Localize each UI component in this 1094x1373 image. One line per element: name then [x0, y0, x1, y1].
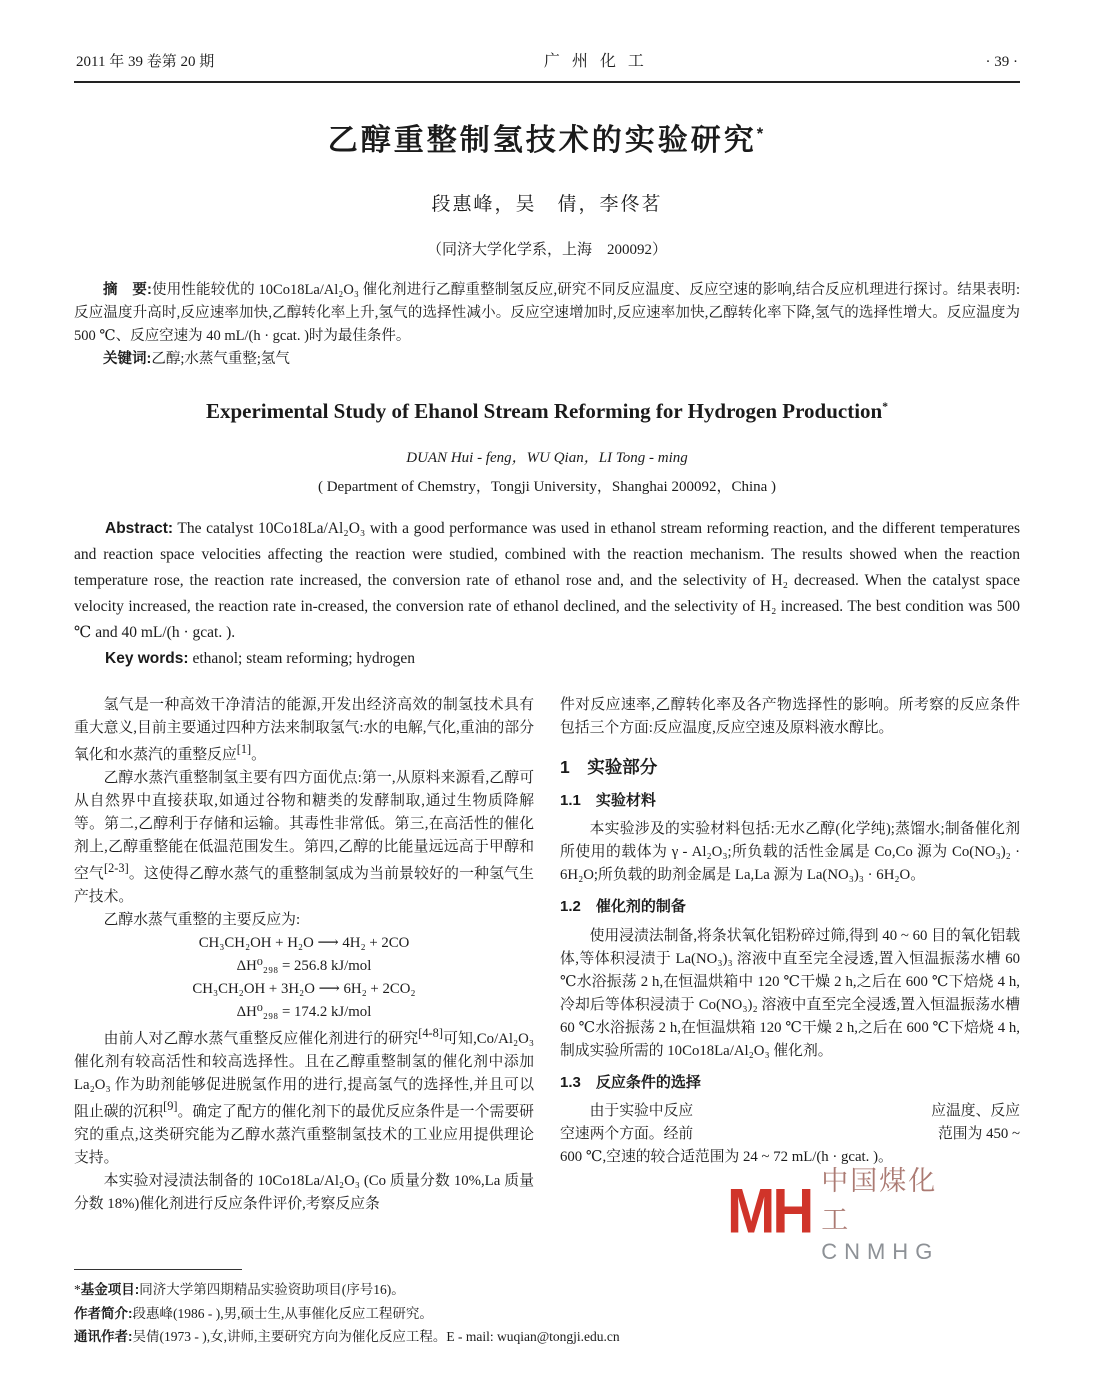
paragraph-advantages: 乙醇水蒸汽重整制氢主要有四方面优点:第一,从原料来源看,乙醇可从自然界中直接获取,如通过谷物和糖类的发酵制取,通过生物质降解等。第二,乙醇利于存储和运输。其毒性非常低。第三,在高活性的催化剂上,乙醇重整能在低温范围发生。第四,乙醇的比能量远远高于甲醇和空气[2-3]。这使得乙醇水蒸气的重整制氢成为当前景较好的一种氢气生产技术。 [74, 769, 534, 905]
footnote-divider [74, 1269, 242, 1270]
left-column [74, 694, 534, 1216]
abstract-en-text: The catalyst 10Co18La/Al₂O₃ with a good performance was used in ethanol stream reforming reaction, and the different temperatures and reaction space velocities affecting the reaction were studied, combined with the reaction mechanism. The results showed when the reaction temperature rose, the reaction rate increased, the conversion rate of ethanol rose and, and the selectivity of H₂ decreased. When the catalyst space velocity increased, the reaction rate in-creased, the conversion rate of ethanol declined, and the selectivity of H₂ increased. The best condition was 500 ℃ and 40 mL/(h · gcat. ). [74, 519, 1020, 641]
keywords-en [74, 646, 1020, 672]
obscured-line-1-right: 应温度、反应 [931, 1102, 1020, 1119]
obscured-line-1-left: 由于实验中反应 [589, 1102, 694, 1119]
footnote-fund-label: 基金项目: [80, 1282, 140, 1298]
obscured-line-1 [560, 1100, 1020, 1123]
watermark-name: 中国煤化工 [821, 1166, 938, 1235]
section-1-3-heading: 1.3 反应条件的选择 [560, 1073, 701, 1091]
equation-2-enthalpy: ΔH⁰₂₉₈ = 174.2 kJ/mol [236, 1003, 372, 1020]
paragraph-continuation: 件对反应速率,乙醇转化率及各产物选择性的影响。所考察的反应条件包括三个方面:反应温度,反应空速及原料液水醇比。 [560, 696, 1020, 736]
obscured-line-2-right: 范围为 450 ~ [938, 1125, 1020, 1142]
title-en [74, 399, 1020, 424]
equation-2: CH₃CH₂OH + 3H₂O ⟶ 6H₂ + 2CO₂ [192, 980, 416, 997]
footnote-fund-text: 同济大学第四期精品实验资助项目(序号16)。 [139, 1282, 405, 1298]
affiliation-en: ( Department of Chemstry，Tongji University，Shanghai 200092，China ) [317, 478, 777, 495]
keywords-en-text: ethanol; steam reforming; hydrogen [192, 649, 415, 667]
paragraph-reactions-lead: 乙醇水蒸气重整的主要反应为: [103, 911, 301, 928]
paragraph-experiment-aim: 本实验对浸渍法制备的 10Co18La/Al₂O₃ (Co 质量分数 10%,La 质量分数 18%)催化剂进行反应条件评价,考察反应条 [74, 1172, 534, 1212]
footnote-corresponding-author-label: 通讯作者: [74, 1329, 133, 1345]
section-1-heading: 1 实验部分 [560, 756, 658, 777]
equation-1-enthalpy: ΔH⁰₂₉₈ = 256.8 kJ/mol [236, 957, 372, 974]
footnote-author-bio-label: 作者简介: [74, 1305, 133, 1321]
footnote-fund-prefix: * [74, 1282, 81, 1298]
authors-cn: 段惠峰，吴 倩，李佟茗 [431, 194, 663, 215]
right-column [560, 694, 1020, 1216]
obscured-line-2-left: 空速两个方面。经前 [560, 1125, 694, 1142]
footnote-fund [74, 1278, 1020, 1302]
keywords-cn-text: 乙醇;水蒸气重整;氢气 [151, 350, 290, 367]
footnote-corresponding-author [74, 1325, 1020, 1349]
body-columns [74, 694, 1020, 1216]
title-cn-text: 乙醇重整制氢技术的实验研究 [327, 124, 757, 157]
title-footnote-marker: * [756, 125, 767, 143]
footnotes [74, 1269, 1020, 1349]
journal-name: 广州化工 [543, 53, 656, 70]
watermark-latin: CNMHG [821, 1239, 940, 1264]
journal-header [74, 48, 1020, 83]
abstract-cn-text: 使用性能较优的 10Co18La/Al₂O₃ 催化剂进行乙醇重整制氢反应,研究不同反应温度、反应空速的影响,结合反应机理进行探讨。结果表明:反应温度升高时,反应速率加快,乙醇转化率上升,氢气的选择性减小。反应空速增加时,反应速率加快,乙醇转化率下降,氢气的选择性增大。反应温度为 500 ℃、反应空速为 40 mL/(h · gcat. )时为最佳条件。 [74, 282, 1020, 344]
watermark-logo-icon: MH [727, 1176, 812, 1248]
footnote-author-bio-text: 段惠峰(1986 - ),男,硕士生,从事催化反应工程研究。 [132, 1305, 433, 1321]
paragraph-catalyst-preparation: 使用浸渍法制备,将条状氧化铝粉碎过筛,得到 40 ~ 60 目的氧化铝载体,等体积浸渍于 La(NO₃)₃ 溶液中直至完全浸透,置入恒温振荡水槽 60 ℃水浴振荡 2 h,在恒温烘箱中 120 ℃干燥 2 h,之后在 600 ℃下焙烧 4 h,冷却后等体积浸渍于 Co(NO₃)₂ 溶液中直至完全浸透,置入恒温振荡水槽 60 ℃水浴振荡 2 h,在恒温烘箱 120 ℃干燥 2 h,之后在 600 ℃下焙烧 4 h,制成实验所需的 10Co18La/Al₂O₃ 催化剂。 [560, 927, 1020, 1059]
obscured-line-2 [560, 1123, 1020, 1146]
keywords-en-label: Key words: [105, 649, 189, 667]
title-en-text: Experimental Study of Ehanol Stream Reforming for Hydrogen Production [205, 398, 883, 423]
watermark-text [821, 1159, 963, 1265]
title-cn [74, 123, 1020, 159]
section-1-2-heading: 1.2 催化剂的制备 [560, 898, 686, 916]
issue-info: 2011 年 39 卷第 20 期 [76, 54, 215, 70]
watermark [723, 1166, 967, 1264]
page-number: · 39 · [985, 54, 1018, 70]
title-en-footnote-marker: * [882, 400, 889, 413]
equation-1: CH₃CH₂OH + H₂O ⟶ 4H₂ + 2CO [198, 934, 410, 951]
paragraph-intro: 氢气是一种高效干净清洁的能源,开发出经济高效的制氢技术具有重大意义,目前主要通过四种方法来制取氢气:水的电解,气化,重油的部分氧化和水蒸汽的重整反应[1]。 [74, 696, 534, 763]
footnote-author-bio [74, 1302, 1020, 1326]
keywords-cn [74, 348, 1020, 371]
affiliation-cn: （同济大学化学系，上海 200092） [426, 242, 667, 258]
keywords-cn-label: 关键词: [103, 350, 152, 367]
footnote-corresponding-author-text: 吴倩(1973 - ),女,讲师,主要研究方向为催化反应工程。E - mail: wuqian@tongji.edu.cn [132, 1329, 620, 1345]
abstract-en-label: Abstract: [105, 519, 174, 537]
section-1-1-heading: 1.1 实验材料 [560, 792, 656, 810]
abstract-en [74, 516, 1020, 646]
paragraph-materials: 本实验涉及的实验材料包括:无水乙醇(化学纯);蒸馏水;制备催化剂所使用的载体为 γ - Al₂O₃;所负载的活性金属是 Co,Co 源为 Co(NO₃)₂ · 6H₂O;所负载的助剂金属是 La,La 源为 La(NO₃)₃ · 6H₂O。 [560, 821, 1020, 884]
obscured-line-3: 600 ℃,空速的较合适范围为 24 ~ 72 mL/(h · gcat. )。 [560, 1148, 893, 1165]
reaction-equations [74, 932, 534, 1024]
authors-en: DUAN Hui - feng，WU Qian，LI Tong - ming [406, 449, 688, 466]
paragraph-prior-research: 由前人对乙醇水蒸气重整反应催化剂进行的研究[4-8]可知,Co/Al₂O₃ 催化剂有较高活性和较高选择性。且在乙醇重整制氢的催化剂中添加 La₂O₃ 作为助剂能够促进脱氢作用的进行,提高氢气的选择性,并且可以阻止碳的沉积[9]。确定了配方的催化剂下的最优反应条件是一个需要研究的重点,这类研究能为乙醇水蒸汽重整制氢技术的工业应用提供理论支持。 [74, 1025, 534, 1166]
abstract-cn [74, 279, 1020, 348]
abstract-cn-label: 摘 要: [103, 282, 152, 298]
